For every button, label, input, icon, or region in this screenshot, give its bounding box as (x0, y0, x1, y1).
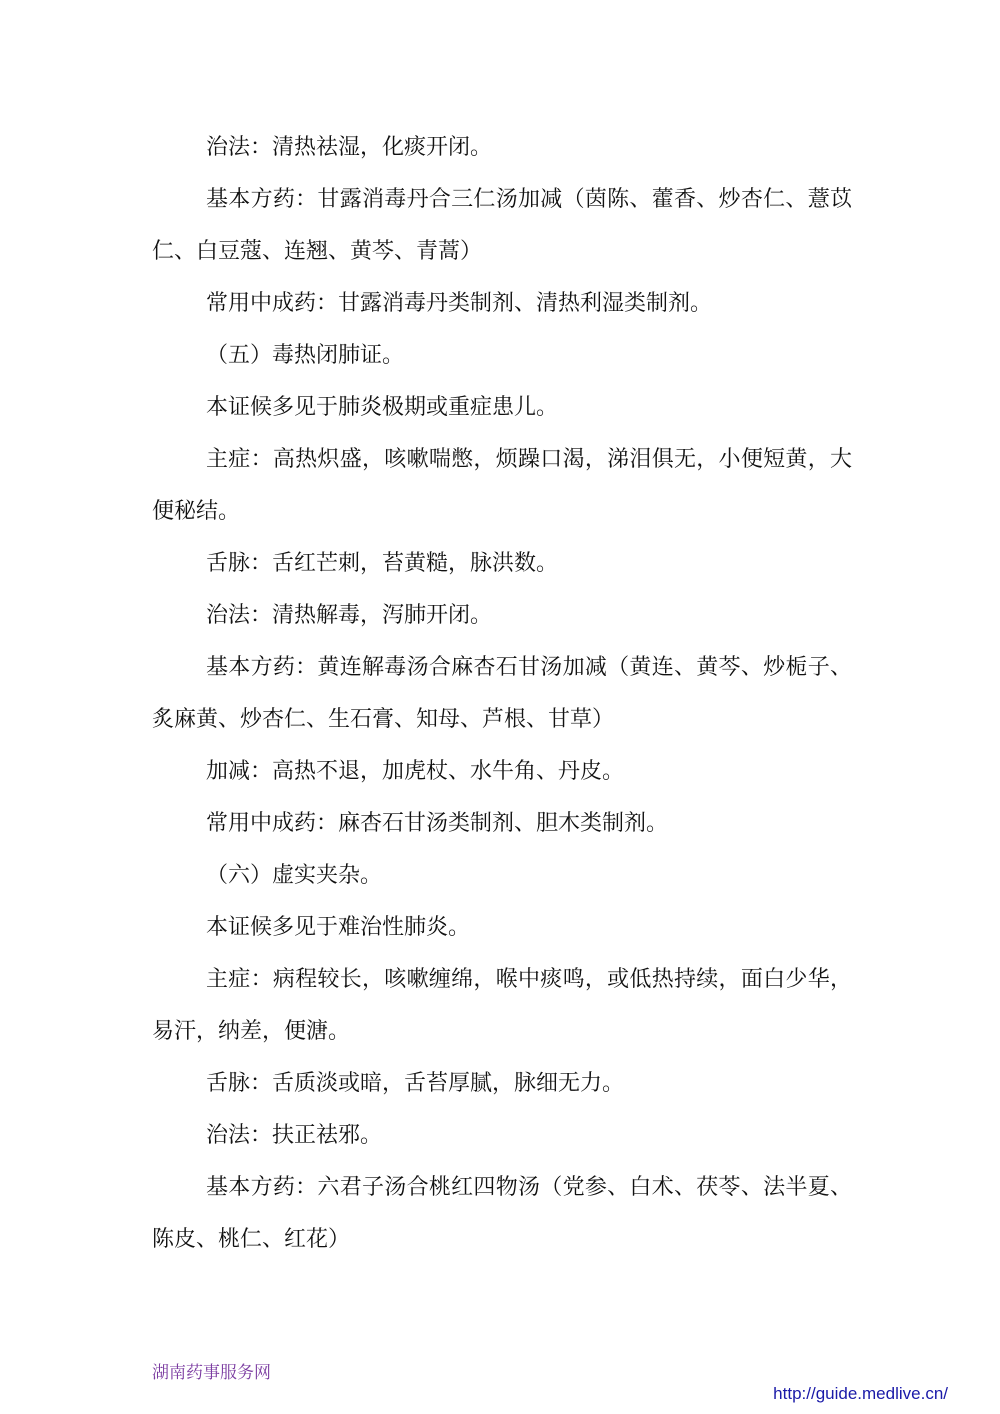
paragraph-tongue-pulse-5: 舌脉：舌红芒刺，苔黄糙，脉洪数。 (206, 551, 559, 576)
paragraph-modification-5: 加减：高热不退，加虎杖、水牛角、丹皮。 (206, 759, 625, 784)
paragraph-prescription-5: 基本方药：黄连解毒汤合麻杏石甘汤加减（黄连、黄芩、炒栀子、炙麻黄、炒杏仁、生石膏、知母、芦根、甘草） (152, 655, 852, 732)
footer-url-link[interactable]: http://guide.medlive.cn/ (773, 1384, 948, 1403)
paragraph-patent-medicine-5: 常用中成药：麻杏石甘汤类制剂、胆木类制剂。 (206, 811, 669, 836)
paragraph-syndrome-intro-6: 本证候多见于难治性肺炎。 (206, 915, 471, 940)
paragraph-treatment-1: 治法：清热祛湿，化痰开闭。 (206, 135, 493, 160)
paragraph-syndrome-intro-5: 本证候多见于肺炎极期或重症患儿。 (206, 395, 559, 420)
paragraph-prescription-1: 基本方药：甘露消毒丹合三仁汤加减（茵陈、藿香、炒杏仁、薏苡仁、白豆蔻、连翘、黄芩、青蒿） (152, 187, 852, 264)
paragraph-main-symptoms-6: 主症：病程较长，咳嗽缠绵，喉中痰鸣，或低热持续，面白少华，易汗，纳差，便溏。 (152, 967, 852, 1044)
section-heading-6: （六）虚实夹杂。 (206, 863, 383, 888)
section-heading-5: （五）毒热闭肺证。 (206, 343, 405, 368)
paragraph-patent-medicine-1: 常用中成药：甘露消毒丹类制剂、清热利湿类制剂。 (206, 291, 713, 316)
document-body (152, 122, 852, 1266)
paragraph-treatment-5: 治法：清热解毒，泻肺开闭。 (206, 603, 493, 628)
paragraph-treatment-6: 治法：扶正祛邪。 (206, 1123, 383, 1148)
footer-site-name: 湖南药事服务网 (152, 1363, 271, 1383)
paragraph-main-symptoms-5: 主症：高热炽盛，咳嗽喘憋，烦躁口渴，涕泪俱无，小便短黄，大便秘结。 (152, 447, 852, 524)
paragraph-prescription-6: 基本方药：六君子汤合桃红四物汤（党参、白术、茯苓、法半夏、陈皮、桃仁、红花） (152, 1175, 852, 1252)
paragraph-tongue-pulse-6: 舌脉：舌质淡或暗，舌苔厚腻，脉细无力。 (206, 1071, 625, 1096)
